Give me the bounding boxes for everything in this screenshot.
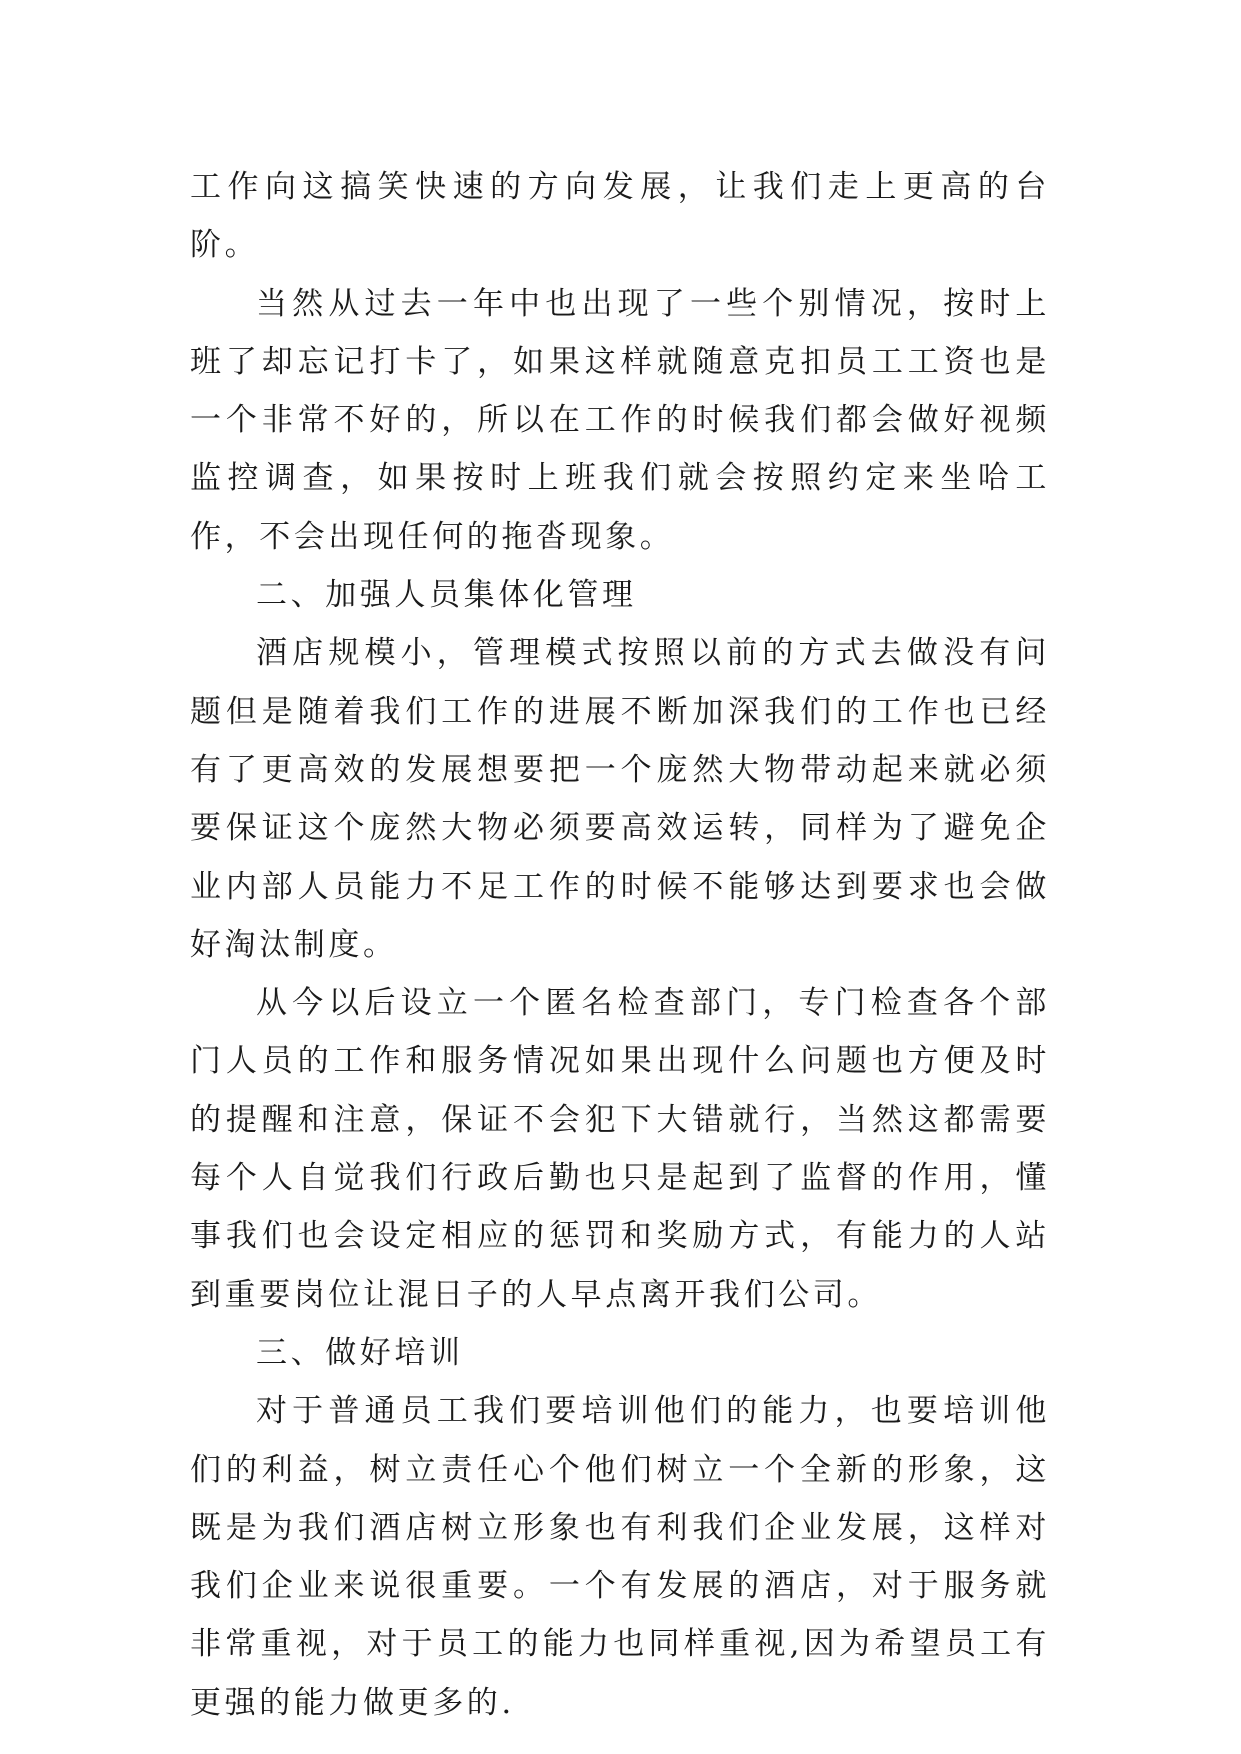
paragraph-inspection: 从今以后设立一个匿名检查部门，专门检查各个部门人员的工作和服务情况如果出现什么问题也方便及时的提醒和注意，保证不会犯下大错就行，当然这都需要每个人自觉我们行政后勤也只是起到了监督的作用，懂事我们也会设定相应的惩罚和奖励方式，有能力的人站到重要岗位让混日子的人早点离开我们公司。 <box>190 985 1050 1313</box>
paragraph-continuation: 工作向这搞笑快速的方向发展，让我们走上更高的台阶。 <box>190 169 1050 264</box>
paragraph-attendance: 当然从过去一年中也出现了一些个别情况，按时上班了却忘记打卡了，如果这样就随意克扣员工工资也是一个非常不好的，所以在工作的时候我们都会做好视频监控调查，如果按时上班我们就会按照约定来坐哈工作，不会出现任何的拖沓现象。 <box>190 285 1050 555</box>
paragraph-management: 酒店规模小，管理模式按照以前的方式去做没有问题但是随着我们工作的进展不断加深我们的工作也已经有了更高效的发展想要把一个庞然大物带动起来就必须要保证这个庞然大物必须要高效运转，同样为了避免企业内部人员能力不足工作的时候不能够达到要求也会做好淘汰制度。 <box>190 635 1050 963</box>
section-heading-2: 二、加强人员集体化管理 <box>256 577 637 614</box>
section-heading-3: 三、做好培训 <box>256 1334 464 1371</box>
paragraph-training: 对于普通员工我们要培训他们的能力，也要培训他们的利益，树立责任心个他们树立一个全新的形象，这既是为我们酒店树立形象也有利我们企业发展，这样对我们企业来说很重要。一个有发展的酒店，对于服务就非常重视，对于员工的能力也同样重视,因为希望员工有更强的能力做更多的. <box>190 1393 1050 1721</box>
document-body <box>190 158 1050 1732</box>
